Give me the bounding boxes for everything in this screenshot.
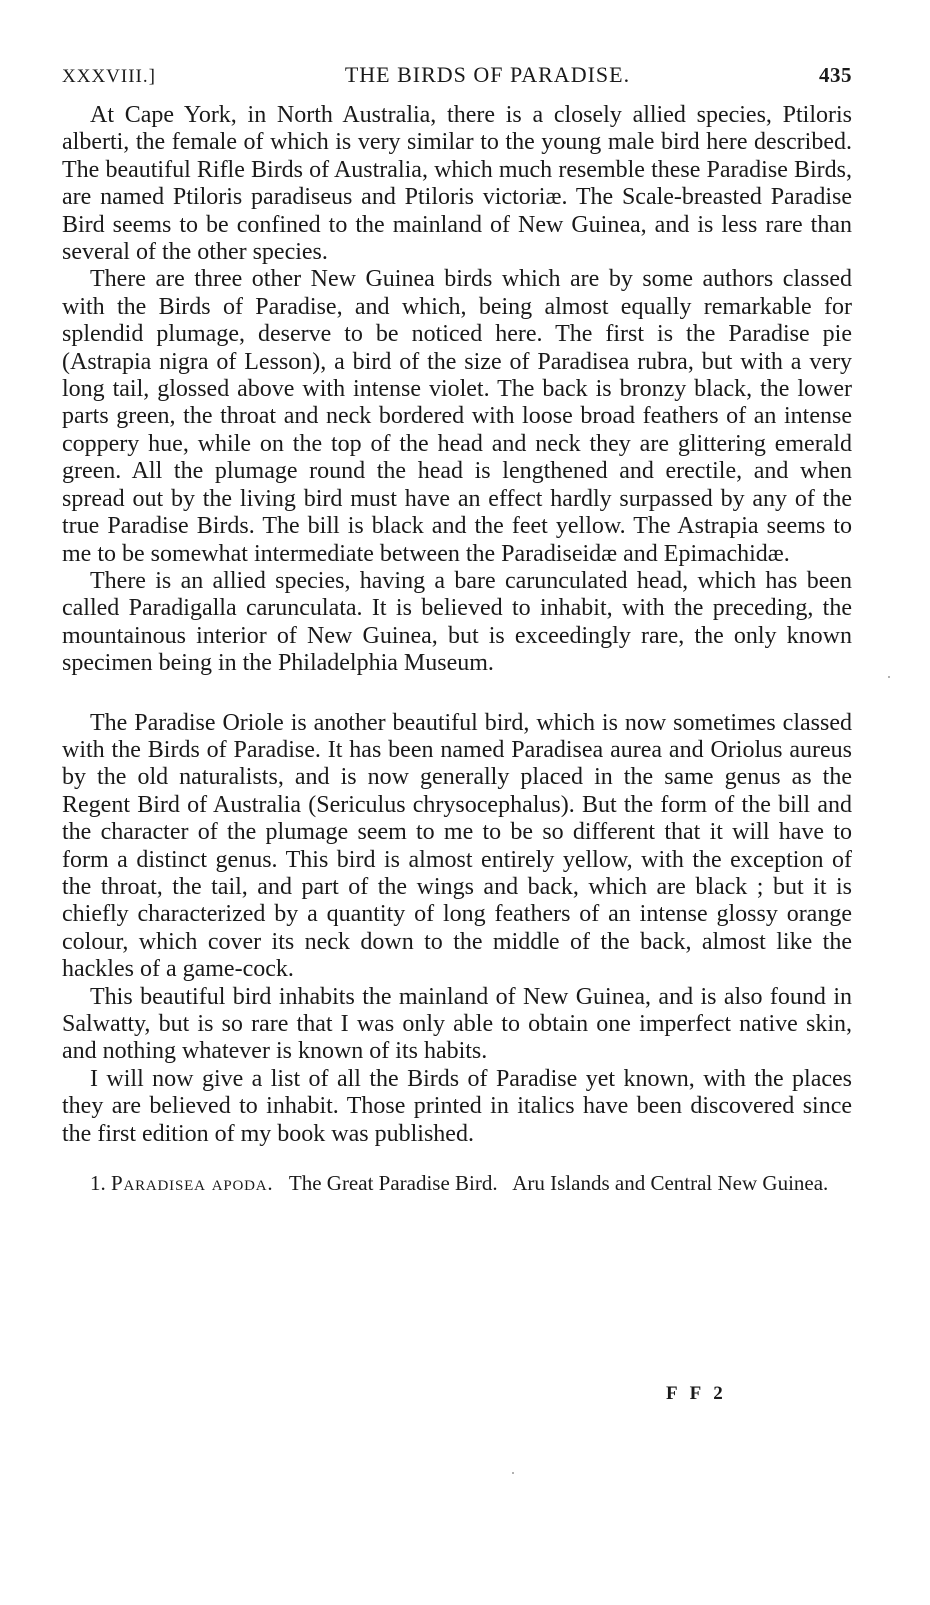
entry-common-name: The Great Paradise Bird.	[288, 1171, 498, 1196]
paper-speck	[888, 676, 890, 678]
page-number: 435	[818, 63, 852, 87]
running-title: THE BIRDS OF PARADISE.	[344, 62, 631, 87]
running-head	[62, 62, 852, 88]
book-page	[62, 62, 852, 1196]
paragraph-oriole-habitat: This beautiful bird inhabits the mainland of New Guinea, and is also found in Salwatty, but is so rare that I was only able to obtain one imperfect native skin, and nothing whatever is known of its habits.	[62, 983, 852, 1065]
paragraph-paradigalla: There is an allied species, having a bare carunculated head, which has been called Paradigalla carunculata. It is believed to inhabit, with the preceding, the mountainous interior of New Guinea, but is exceedingly rare, the only known specimen being in the Philadelphia Museum.	[62, 567, 852, 677]
entry-number: 1.	[90, 1171, 106, 1196]
chapter-number: XXXVIII.]	[62, 66, 156, 87]
signature-mark: F F 2	[666, 1383, 727, 1404]
entry-species: Paradisea apoda.	[111, 1171, 274, 1196]
paragraph-paradise-oriole: The Paradise Oriole is another beautiful bird, which is now sometimes classed with the Birds of Paradise. It has been named Paradisea aurea and Oriolus aureus by the old naturalists, and is now generally placed in the same genus as the Regent Bird of Australia (Sericulus chrysocephalus). But the form of the bill and the character of the plumage seem to me to be so different that it will have to form a distinct genus. This bird is almost entirely yellow, with the exception of the throat, the tail, and part of the wings and back, which are black ; but it is chiefly characterized by a quantity of long feathers of an intense glossy orange colour, which cover its neck down to the middle of the back, almost like the hackles of a game-cock.	[62, 709, 852, 983]
list-entry	[62, 1170, 852, 1196]
paper-speck	[512, 1472, 514, 1474]
paragraph-list-intro: I will now give a list of all the Birds of Paradise yet known, with the places they are believed to inhabit. Those printed in italics have been discovered since the first edition of my book was published.	[62, 1065, 852, 1147]
paragraph-astrapia: There are three other New Guinea birds which are by some authors classed with the Birds of Paradise, and which, being almost equally remarkable for splendid plumage, deserve to be noticed here. The first is the Paradise pie (Astrapia nigra of Lesson), a bird of the size of Paradisea rubra, but with a very long tail, glossed above with intense violet. The back is bronzy black, the lower parts green, the throat and neck bordered with loose broad feathers of an intense coppery hue, while on the top of the head and neck they are glittering emerald green. All the plumage round the head is lengthened and erectile, and when spread out by the living bird must have an effect hardly surpassed by any of the true Paradise Birds. The bill is black and the feet yellow. The Astrapia seems to me to be somewhat intermediate between the Paradiseidæ and Epimachidæ.	[62, 266, 852, 567]
entry-locality: Aru Islands and Central New Guinea.	[512, 1171, 829, 1196]
paragraph-cape-york: At Cape York, in North Australia, there is a closely allied species, Ptiloris alberti, the female of which is very similar to the young male bird here described. The beautiful Rifle Birds of Australia, which much resemble these Paradise Birds, are named Ptiloris paradiseus and Ptiloris victoriæ. The Scale-breasted Paradise Bird seems to be confined to the mainland of New Guinea, and is less rare than several of the other species.	[62, 102, 852, 266]
